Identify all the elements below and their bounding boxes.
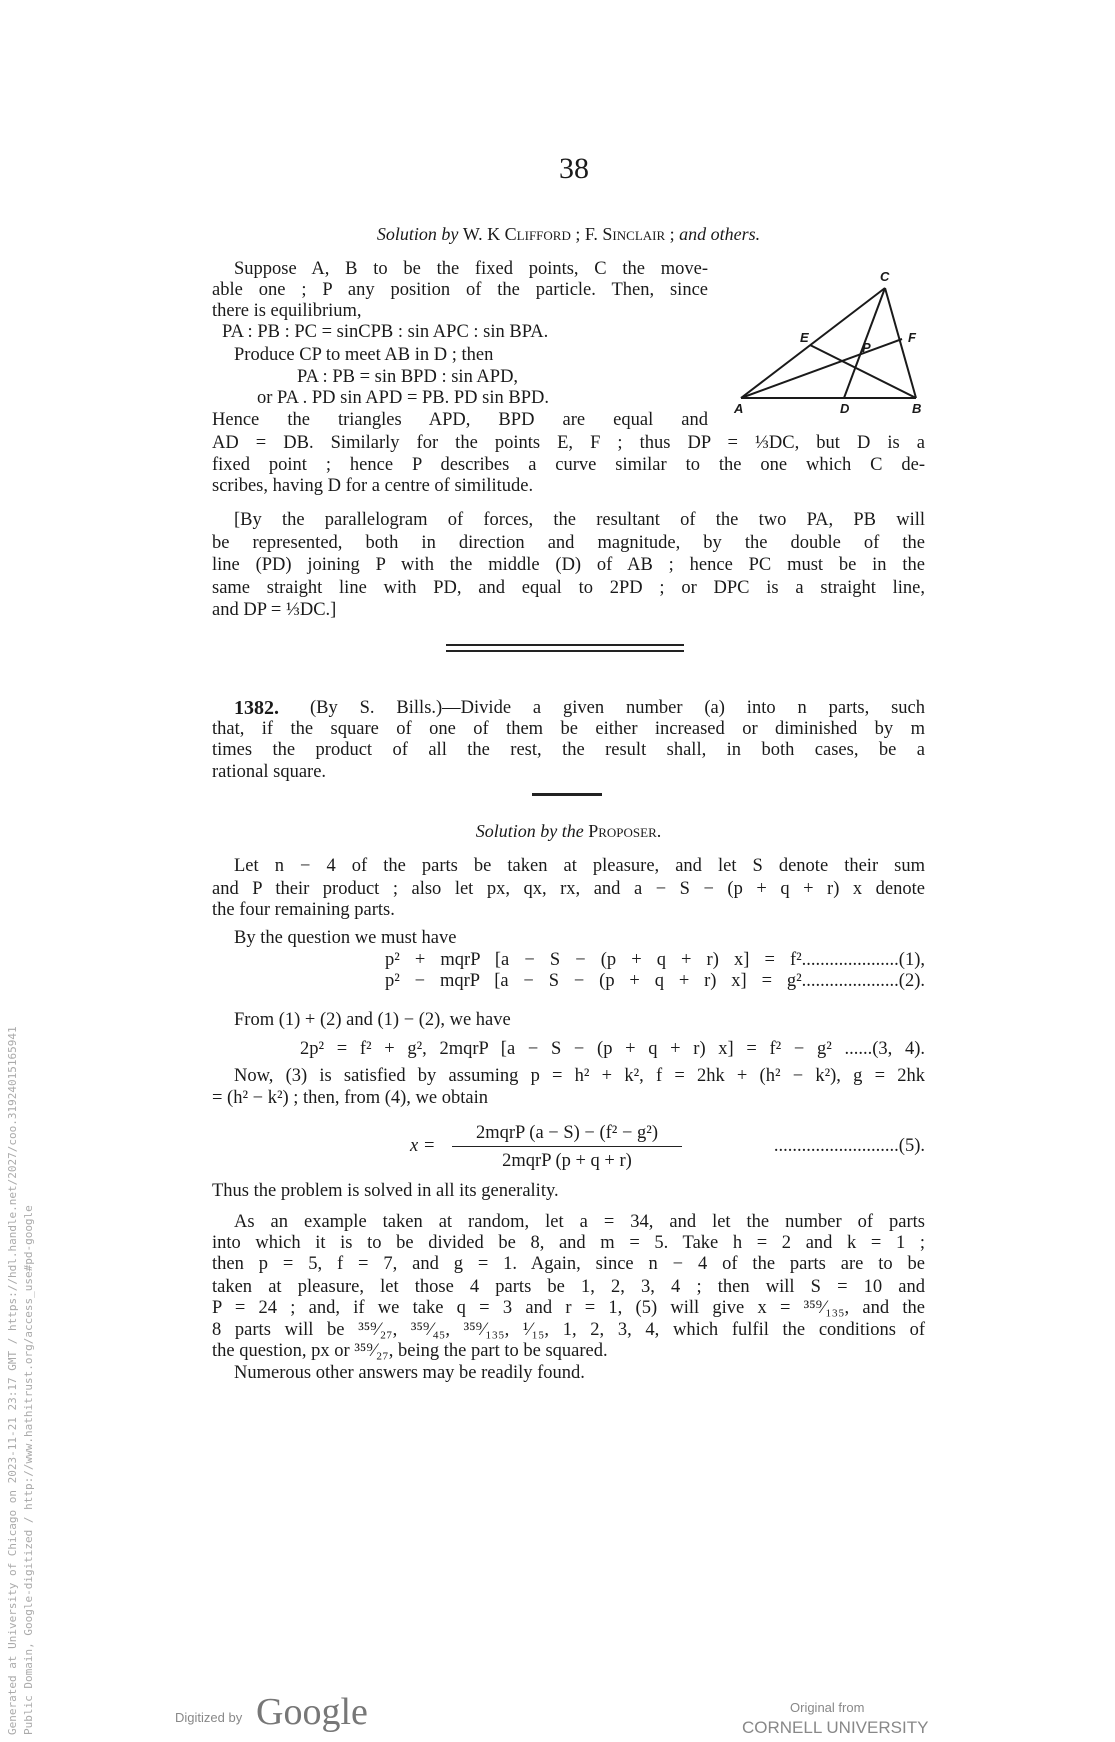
short-divider [532,793,602,796]
fraction-bar [452,1146,682,1147]
heading-prefix: Solution by the [475,821,584,841]
solution2-text-line: into which it is to be divided be 8, and m = 5. Take h = 2 and k = 1 ; [212,1233,925,1253]
solution2-text-line: Let n − 4 of the parts be taken at pleasure, and let S denote their sum [234,856,925,876]
problem-text-line: times the product of all the rest, the result shall, in both cases, be a [212,740,925,760]
margin-notice-line2: Public Domain, Google-digitized / http://www.hathitrust.org/access_use#pd-google [22,1205,35,1735]
solution2-text-line: P = 24 ; and, if we take q = 3 and r = 1, (5) will give x = ³⁵⁹⁄₁₃₅, and the [212,1298,925,1318]
heading-authors: W. K Clifford ; F. Sinclair ; [462,224,675,244]
solution2-text-line: Thus the problem is solved in all its generality. [212,1181,559,1201]
note-text-line: be represented, both in direction and magnitude, by the double of the [212,533,925,553]
solution2-text-line: Now, (3) is satisfied by assuming p = h² + k², f = 2hk + (h² − k²), g = 2hk [234,1066,925,1086]
solution1-text-line: there is equilibrium, [212,301,362,321]
solution1-text-line: Produce CP to meet AB in D ; then [234,345,494,365]
solution1-text-line: PA : PB = sin BPD : sin APD, [297,367,519,387]
section-divider [446,650,684,652]
label-f: F [908,330,916,345]
solution2-text-line: and P their product ; also let px, qx, rx, and a − S − (p + q + r) x denote [212,879,925,899]
note-text-line: line (PD) joining P with the middle (D) of AB ; hence PC must be in the [212,555,925,575]
problem-number: 1382. [234,697,279,719]
solution2-text-line: 2p² = f² + g², 2mqrP [a − S − (p + q + r) x] = f² − g² ......(3, 4). [300,1039,925,1059]
equation5-denominator: 2mqrP (p + q + r) [502,1151,632,1171]
triangle-diagram [730,268,930,418]
label-a: A [734,401,744,416]
solution1-text-line: Suppose A, B to be the fixed points, C the move- [234,259,708,279]
problem-text-line: (By S. Bills.)—Divide a given number (a) into n parts, such [310,698,925,718]
heading-prefix: Solution by [376,224,459,244]
equation5-lhs: x = [410,1136,436,1156]
median-af [741,339,902,398]
digitized-by-label: Digitized by [175,1710,243,1725]
label-b: B [912,401,922,416]
solution2-text-line: 8 parts will be ³⁵⁹⁄₂₇, ³⁵⁹⁄₄₅, ³⁵⁹⁄₁₃₅, ¹⁄₁₅, 1, 2, 3, 4, which fulfil the conditions of [212,1320,925,1340]
google-logo: Google [256,1691,368,1733]
solution1-text-line: scribes, having D for a centre of similitude. [212,476,534,496]
solution1-text-line: PA : PB : PC = sinCPB : sin APC : sin BPA. [222,322,549,342]
note-text-line: and DP = ⅓DC.] [212,600,337,620]
note-text-line: [By the parallelogram of forces, the resultant of the two PA, PB will [234,510,925,530]
equation5-numerator: 2mqrP (a − S) − (f² − g²) [476,1123,658,1143]
solution1-text-line: or PA . PD sin APD = PB. PD sin BPD. [257,388,549,408]
solution1-heading [212,222,925,246]
label-c: C [880,269,890,284]
solution2-text-line: the question, px or ³⁵⁹⁄₂₇, being the part to be squared. [212,1341,608,1361]
label-p: P [862,340,871,355]
original-from-label: Original from [790,1700,865,1715]
page-number: 38 [559,152,589,185]
university-name: CORNELL UNIVERSITY [742,1718,929,1737]
solution2-text-line: = (h² − k²) ; then, from (4), we obtain [212,1088,488,1108]
solution1-text-line: fixed point ; hence P describes a curve similar to the one which C de- [212,455,925,475]
solution2-text-line: the four remaining parts. [212,900,395,920]
solution2-text-line: then p = 5, f = 7, and g = 1. Again, since n − 4 of the parts are to be [212,1254,925,1274]
solution1-text-line: AD = DB. Similarly for the points E, F ; thus DP = ⅓DC, but D is a [212,433,925,453]
label-d: D [840,401,850,416]
solution2-text-line: By the question we must have [234,928,457,948]
solution2-text-line: p² − mqrP [a − S − (p + q + r) x] = g².....................(2). [385,971,925,991]
solution2-heading [212,819,925,843]
margin-notice-line1: Generated at University of Chicago on 2023-11-21 23:17 GMT / https://hdl.handle.net/2027/coo.31924015165941 [6,1026,19,1735]
solution2-text-line: As an example taken at random, let a = 34, and let the number of parts [234,1212,925,1232]
solution2-text-line: taken at pleasure, let those 4 parts be 1, 2, 3, 4 ; then will S = 10 and [212,1277,925,1297]
label-e: E [800,330,809,345]
solution1-text-line: Hence the triangles APD, BPD are equal and [212,410,708,430]
heading-author: Proposer. [588,821,662,841]
equation5-label: ...........................(5). [773,1136,925,1156]
section-divider [446,644,684,646]
heading-suffix: and others. [679,224,761,244]
solution2-text-line: From (1) + (2) and (1) − (2), we have [234,1010,511,1030]
problem-text-line: rational square. [212,762,327,782]
problem-text-line: that, if the square of one of them be either increased or diminished by m [212,719,925,739]
solution2-text-line: Numerous other answers may be readily found. [234,1363,585,1383]
note-text-line: same straight line with PD, and equal to 2PD ; or DPC is a straight line, [212,578,925,598]
solution1-text-line: able one ; P any position of the particle. Then, since [212,280,708,300]
solution2-text-line: p² + mqrP [a − S − (p + q + r) x] = f².....................(1), [385,950,925,970]
